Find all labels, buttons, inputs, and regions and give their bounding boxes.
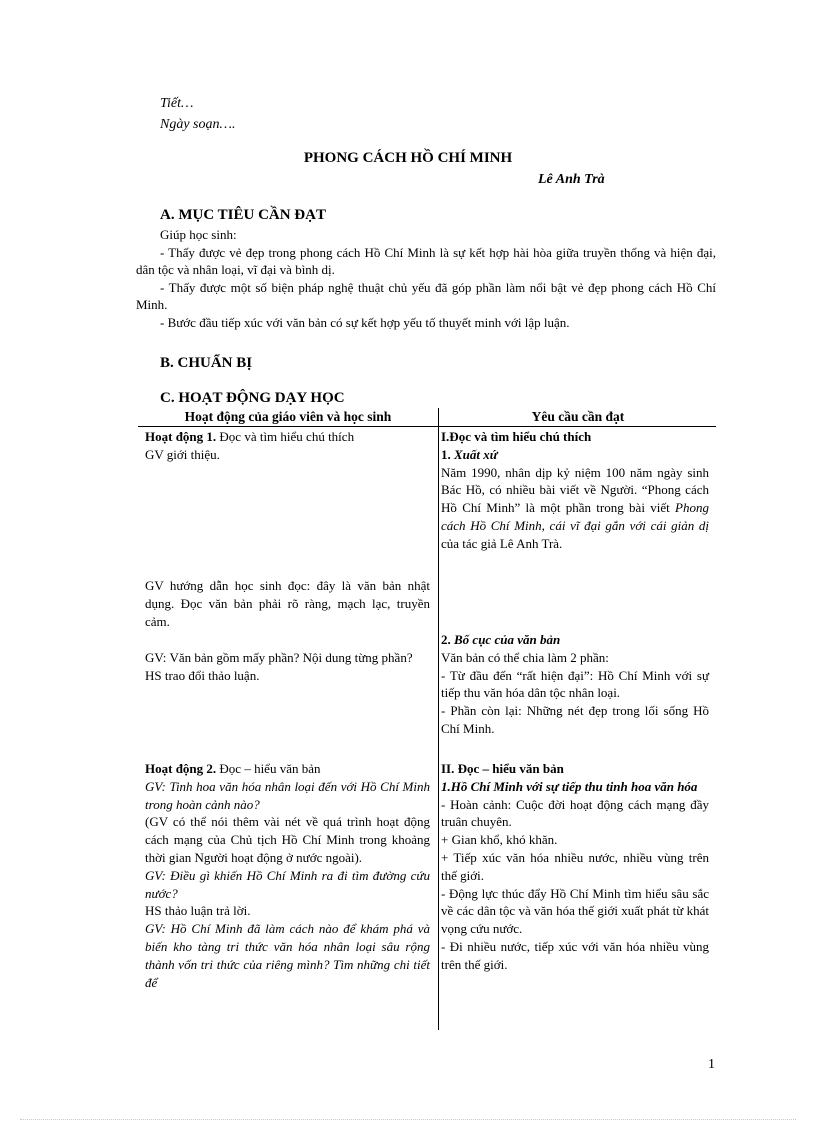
hs-discuss: HS trao đổi thảo luận. [145, 667, 260, 683]
table-header-left: Hoạt động của giáo viên và học sinh [184, 409, 392, 424]
date-label: Ngày soạn…. [160, 117, 236, 132]
question-method: GV: Hồ Chí Minh đã làm cách nào để khám phá và biến kho tàng tri thức văn hóa nhân loại sâu rộng thành vốn tri thức của riêng mình? Tìm những chi tiết để [145, 921, 430, 990]
page-number: 1 [708, 1057, 715, 1072]
objective-item: - Bước đầu tiếp xúc với văn bản có sự kết hợp yếu tố thuyết minh với lập luận. [160, 314, 570, 330]
answer-point: - Đi nhiều nước, tiếp xúc với văn hóa nhiều vùng trên thế giới. [441, 938, 709, 972]
author-name: Lê Anh Trà [538, 172, 605, 187]
section-a-heading: A. MỤC TIÊU CẦN ĐẠT [160, 207, 326, 223]
table-header-right: Yêu cầu cần đạt [531, 409, 625, 424]
table-header-rule [138, 426, 716, 427]
section-2-heading: II. Đọc – hiểu văn bản [441, 761, 564, 776]
section-b-heading: B. CHUẨN BỊ [160, 355, 253, 371]
hs-answer: HS thảo luận trả lời. [145, 903, 251, 919]
table-column-divider [438, 408, 439, 1030]
gv-parts-question: GV: Văn bản gồm mấy phần? Nội dung từng phần? HS trao đổi thảo luận. [145, 649, 430, 685]
layout-part-1: - Từ đầu đến “rất hiện đại”: Hồ Chí Minh với sự tiếp thu văn hóa dân tộc nhân loại. [441, 667, 709, 701]
answer-point: - Động lực thúc đẩy Hồ Chí Minh tìm hiểu sâu sắc về các dân tộc và văn hóa thế giới xuất phát từ khát vọng cứu nước. [441, 885, 709, 937]
objective-item: - Thấy được vẻ đẹp trong phong cách Hồ Chí Minh là sự kết hợp hài hòa giữa truyền thống và hiện đại, dân tộc và nhân loại, vĩ đại và bình dị. [136, 244, 716, 277]
origin-title: Xuất xứ [454, 446, 498, 462]
question-motivation: GV: Điều gì khiến Hồ Chí Minh ra đi tìm đường cứu nước? [145, 867, 430, 901]
activity-2-text: Đọc – hiểu văn bản [216, 761, 321, 776]
activity-2 [145, 760, 430, 991]
gv-intro: GV giới thiệu. [145, 446, 220, 462]
answer-point: + Gian khổ, khó khăn. [441, 832, 558, 848]
page-border-dotted [20, 1119, 796, 1120]
lesson-label: Tiết… [160, 96, 194, 111]
section-1-heading: I.Đọc và tìm hiểu chú thích [441, 429, 592, 444]
origin-text: Năm 1990, nhân dịp kỷ niệm 100 năm ngày sinh Bác Hồ, có nhiều bài viết về Người. “Phong cách Hồ Chí Minh” là một phần trong bài viết Phong cách Hồ Chí Minh, cái vĩ đại gắn với cái giản dị của tác giả Lê Anh Trà. [441, 464, 709, 551]
gv-reading-guide: GV hướng dẫn học sinh đọc: đây là văn bản nhật dụng. Đọc văn bản phải rõ ràng, mạch lạc, truyền cảm. [145, 578, 430, 629]
teacher-note: (GV có thể nói thêm vài nét về quá trình hoạt động cách mạng của Chủ tịch Hồ Chí Minh trong khoảng thời gian Người hoạt động ở nước ngoài). [145, 814, 430, 865]
layout-part-2: - Phần còn lại: Những nét đẹp trong lối sống Hồ Chí Minh. [441, 703, 709, 736]
section-2-1-title: 1.Hồ Chí Minh với sự tiếp thu tinh hoa văn hóa [441, 778, 698, 794]
question-context: GV: Tinh hoa văn hóa nhân loại đến với Hồ Chí Minh trong hoàn cảnh nào? [145, 778, 430, 812]
document-title: PHONG CÁCH HỒ CHÍ MINH [303, 150, 513, 166]
section-1: I.Đọc và tìm hiểu chú thích 1. Xuất xứ Năm 1990, nhân dịp kỷ niệm 100 năm ngày sinh Bác Hồ, có nhiều bài viết về Người. “Phong cách Hồ Chí Minh” là một phần trong bài viết Phong cách Hồ Chí Minh, cái vĩ đại gắn với cái giản dị của tác giả Lê Anh Trà. [441, 429, 709, 551]
activity-1-label: Hoạt động 1. [145, 429, 217, 444]
activity-1-text: Đọc và tìm hiểu chú thích [216, 429, 355, 444]
objective-item: - Thấy được một số biện pháp nghệ thuật chủ yếu đã góp phần làm nổi bật vẻ đẹp phong cách Hồ Chí Minh. [136, 279, 716, 312]
layout-title: Bố cục của văn bản [454, 632, 561, 647]
activity-2-label: Hoạt động 2. [145, 761, 217, 776]
section-a-body [136, 226, 716, 331]
section-layout: 2. Bố cục của văn bản Văn bản có thể chia làm 2 phần: - Từ đầu đến “rất hiện đại”: Hồ Chí Minh với sự tiếp thu văn hóa dân tộc nhân loại. - Phần còn lại: Những nét đẹp trong lối sống Hồ Chí Minh. [441, 632, 709, 736]
activity-1 [145, 428, 430, 464]
section-2 [441, 760, 709, 974]
section-a-intro: Giúp học sinh: [160, 227, 237, 242]
answer-point: - Hoàn cảnh: Cuộc đời hoạt động cách mạng đầy truân chuyên. [441, 796, 709, 830]
layout-intro: Văn bản có thể chia làm 2 phần: [441, 649, 609, 665]
section-c-heading: C. HOẠT ĐỘNG DẠY HỌC [160, 390, 345, 406]
answer-point: + Tiếp xúc văn hóa nhiều nước, nhiều vùng trên thế giới. [441, 849, 709, 883]
